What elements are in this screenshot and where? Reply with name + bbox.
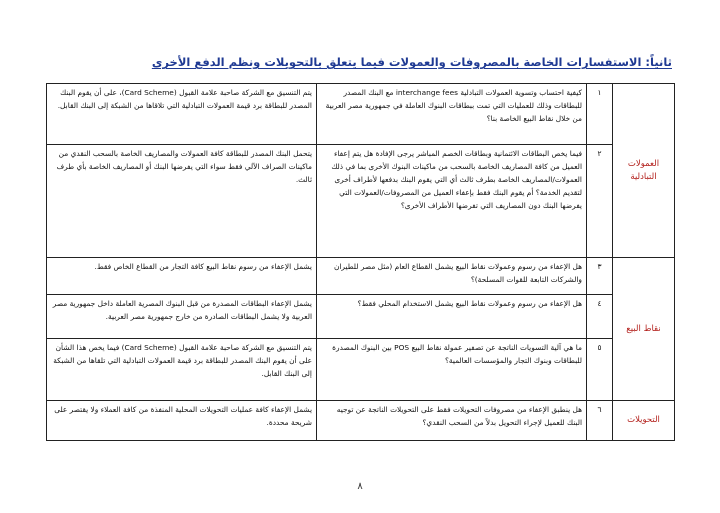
row-number: ٦ xyxy=(587,401,613,441)
question-text: ما هي آلية التسويات الناتجة عن تصفير عمولة نقاط البيع POS بين البنوك المصدرة للبطاقات وبنوك التجار والمؤسسات العالمية؟ xyxy=(332,343,582,365)
row-number: ٤ xyxy=(587,295,613,339)
table-row xyxy=(47,339,675,401)
question-text: فيما يخص البطاقات الائتمانية وبطاقات الخصم المباشر يرجى الإفادة هل يتم إعفاء العميل من كافة المصاريف الخاصة بالسحب من ماكينات البنوك الأخرى بما في ذلك العمولات/المصاريف الخاصة بطرف ثالث أي التي يقوم البنك بدفعها لأطراف أخرى لتقديم الخدمة؟ أم يقوم البنك فقط بإعفاء العميل من المصروفات/العمولات التي يفرضها البنك دون المصاريف التي تفرضها الأطراف الأخرى؟ xyxy=(331,149,582,210)
table-row xyxy=(47,295,675,339)
answer-cell xyxy=(47,295,317,339)
answer-cell xyxy=(47,401,317,441)
question-cell xyxy=(317,339,587,401)
answer-cell xyxy=(47,84,317,145)
answer-text: يشمل الإعفاء كافة عمليات التحويلات المحلية المنفذة من كافة العملاء ولا يقتصر على شريحة محددة. xyxy=(54,405,312,427)
question-text: هل الإعفاء من رسوم وعمولات نقاط البيع يشمل القطاع العام (مثل مصر للطيران والشركات التابعة للقوات المسلحة)؟ xyxy=(333,262,582,284)
row-number: ٥ xyxy=(587,339,613,401)
answer-text: يشمل الإعفاء البطاقات المصدرة من قبل البنوك المصرية العاملة داخل جمهورية مصر العربية ولا يشمل البطاقات الصادرة من خارج جمهورية مصر العربية. xyxy=(52,299,312,321)
answer-text: يشمل الإعفاء من رسوم نقاط البيع كافة التجار من القطاع الخاص فقط. xyxy=(94,262,312,271)
question-cell xyxy=(317,84,587,145)
page-number: ٨ xyxy=(357,481,363,492)
section-heading: ثانياً: الاستفسارات الخاصة بالمصروفات والعمولات فيما يتعلق بالتحويلات ونظم الدفع الأخرى xyxy=(151,55,672,69)
question-cell xyxy=(317,295,587,339)
row-number: ١ xyxy=(587,84,613,145)
answer-cell xyxy=(47,145,317,258)
category-interchange: العمولات التبادلية xyxy=(613,84,675,258)
table-row xyxy=(47,145,675,258)
question-text: هل الإعفاء من رسوم وعمولات نقاط البيع يشمل الاستخدام المحلي فقط؟ xyxy=(357,299,582,308)
answer-text: يتحمل البنك المصدر للبطاقة كافة العمولات والمصاريف الخاصة بالسحب النقدي من ماكينات الصراف الآلي فقط سواء التي يفرضها البنك أو المصاريف الخاصة بأي طرف ثالث. xyxy=(56,149,312,184)
table-row xyxy=(47,84,675,145)
answer-text: يتم التنسيق مع الشركة صاحبة علامة القبول (Card Scheme) فيما يخص هذا الشأن على أن يقوم البنك المصدر للبطاقة برد قيمة العمولات التبادلية التي تلقاها من الشبكة إلى البنك القابل. xyxy=(53,343,312,378)
answer-cell xyxy=(47,339,317,401)
question-cell xyxy=(317,145,587,258)
category-transfers: التحويلات xyxy=(613,401,675,441)
category-pos: نقاط البيع xyxy=(613,258,675,401)
answer-text: يتم التنسيق مع الشركة صاحبة علامة القبول (Card Scheme)، على أن يقوم البنك المصدر للبطاقة برد قيمة العمولات التبادلية التي تلاقاها من الشبكة إلى البنك القابل. xyxy=(57,88,312,110)
table-row xyxy=(47,401,675,441)
question-text: كيفية احتساب وتسوية العمولات التبادلية interchange fees مع البنك المصدر للبطاقات وذلك للعمليات التي تمت ببطاقات البنوك العاملة في جمهورية مصر العربية من خلال نقاط البيع الخاصة بنا؟ xyxy=(325,88,582,123)
question-text: هل ينطبق الإعفاء من مصروفات التحويلات فقط على التحويلات الناتجة عن توجيه البنك للعميل لإجراء التحويل بدلاً من السحب النقدي؟ xyxy=(336,405,582,427)
row-number: ٣ xyxy=(587,258,613,295)
row-number: ٢ xyxy=(587,145,613,258)
faq-table xyxy=(46,83,675,441)
question-cell xyxy=(317,401,587,441)
answer-cell xyxy=(47,258,317,295)
question-cell xyxy=(317,258,587,295)
table-row xyxy=(47,258,675,295)
